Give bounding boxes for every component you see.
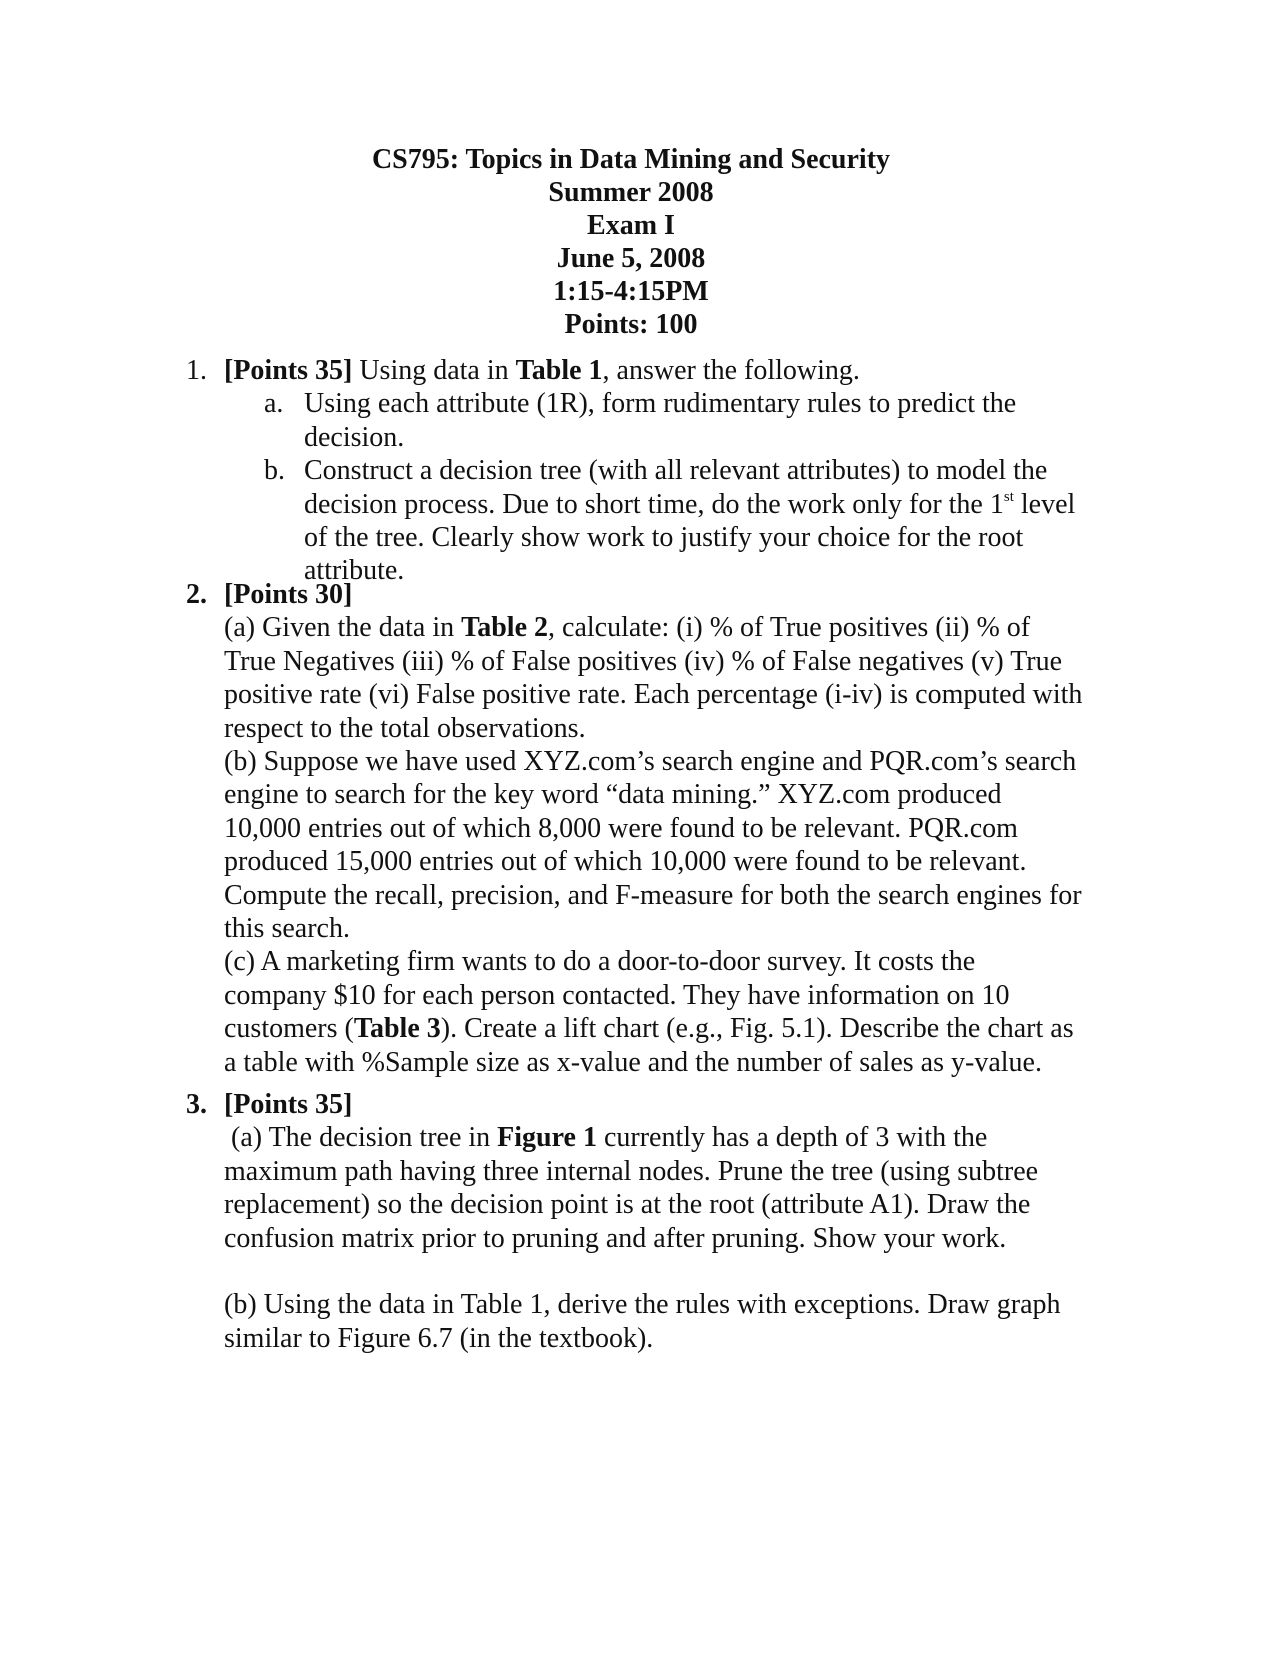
question-2 [186,578,1126,1079]
question-1a: a. Using each attribute (1R), form rudimentary rules to predict the decision. [264,388,1017,453]
question-3 [186,1088,1126,1355]
exam-name: Exam I [587,210,675,241]
question-2c: (c) A marketing firm wants to do a door-to-door survey. It costs the company $10 for each person contacted. They have information on 10 customers (Table 3). Create a lift chart (e.g., Fig. 5.1). Describe the chart as a table with %Sample size as x-value and the number of sales as y-value. [224,946,1074,1078]
question-1 [186,354,1126,588]
question-1a-letter: a. [264,388,284,420]
question-3-number: 3. [186,1089,207,1120]
question-2-points: [Points 30] [224,579,353,610]
spacer [224,1255,1126,1288]
question-3a: (a) The decision tree in Figure 1 currently has a depth of 3 with the maximum path having three internal nodes. Prune the tree (using subtree replacement) so the decision point is at the root (attribute A1). Draw the confusion matrix prior to pruning and after pruning. Show your work. [224,1122,1039,1254]
exam-time: 1:15-4:15PM [553,276,709,307]
course-title: CS795: Topics in Data Mining and Security [371,144,891,175]
exam-date: June 5, 2008 [556,243,706,274]
figure-1-ref: Figure 1 [497,1122,597,1154]
question-1-number: 1. [186,355,207,386]
question-1b-letter: b. [264,455,285,487]
exam-header [0,143,1262,341]
table-3-ref: Table 3 [353,1013,441,1045]
question-2b: (b) Suppose we have used XYZ.com’s search engine and PQR.com’s search engine to search for the key word “data mining.” XYZ.com produced 10,000 entries out of which 8,000 were found to be relevant. PQR.com produced 15,000 entries out of which 10,000 were found to be relevant. Compute the recall, precision, and F-measure for both the search engines for this search. [224,746,1082,945]
question-1b: b. Construct a decision tree (with all relevant attributes) to model the decision process. Due to short time, do the work only for the 1st level of the tree. Clearly show work to justify your choice for the root attribute. [264,455,1076,587]
table-1-ref: Table 1 [515,355,603,386]
question-2a: (a) Given the data in Table 2, calculate: (i) % of True positives (ii) % of True Negatives (iii) % of False positives (iv) % of False negatives (v) True positive rate (vi) False positive rate. Each percentage (i-iv) is computed with respect to the total observations. [224,612,1083,744]
question-2-number: 2. [186,579,207,610]
question-3-points: [Points 35] [224,1089,353,1120]
total-points: Points: 100 [564,309,698,340]
question-3b: (b) Using the data in Table 1, derive the rules with exceptions. Draw graph similar to Figure 6.7 (in the textbook). [224,1289,1061,1354]
table-2-ref: Table 2 [461,612,549,644]
question-1-intro: [Points 35] Using data in Table 1, answer the following. [224,355,860,386]
question-1-points: [Points 35] [224,355,353,386]
term: Summer 2008 [548,177,714,208]
